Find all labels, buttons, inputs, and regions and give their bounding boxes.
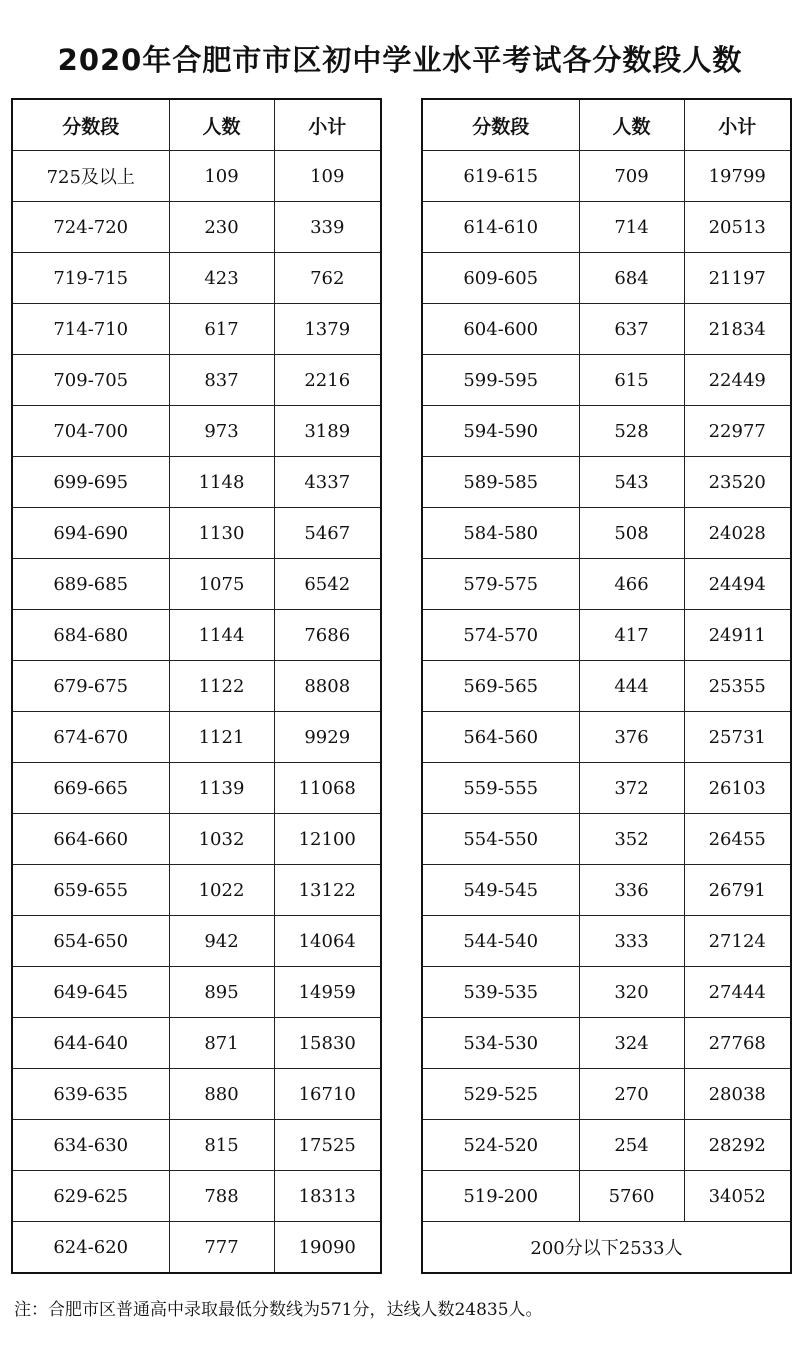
- subtotal-cell: 13122: [274, 865, 381, 916]
- count-cell: 895: [169, 967, 274, 1018]
- count-cell: 508: [579, 508, 684, 559]
- header-score-range: 分数段: [12, 99, 169, 151]
- table-row: [12, 151, 381, 202]
- table-row: [422, 355, 791, 406]
- table-row: [422, 661, 791, 712]
- table-row: [422, 967, 791, 1018]
- subtotal-cell: 1379: [274, 304, 381, 355]
- header-count: 人数: [169, 99, 274, 151]
- subtotal-cell: 26791: [684, 865, 791, 916]
- count-cell: 1022: [169, 865, 274, 916]
- table-row: [422, 406, 791, 457]
- table-row: [422, 763, 791, 814]
- count-cell: 709: [579, 151, 684, 202]
- subtotal-cell: 18313: [274, 1171, 381, 1222]
- table-row: [422, 1069, 791, 1120]
- table-row: [12, 916, 381, 967]
- score-table-right: [421, 98, 792, 1274]
- subtotal-cell: 12100: [274, 814, 381, 865]
- table-row: [12, 253, 381, 304]
- score-range-cell: 524-520: [422, 1120, 579, 1171]
- subtotal-cell: 24494: [684, 559, 791, 610]
- table-row: [12, 304, 381, 355]
- subtotal-cell: 109: [274, 151, 381, 202]
- count-cell: 5760: [579, 1171, 684, 1222]
- table-row: [12, 202, 381, 253]
- table-row: [422, 814, 791, 865]
- table-row: [422, 1018, 791, 1069]
- score-range-cell: 554-550: [422, 814, 579, 865]
- score-range-cell: 614-610: [422, 202, 579, 253]
- score-range-cell: 624-620: [12, 1222, 169, 1274]
- table-header-row: [422, 99, 791, 151]
- count-cell: 788: [169, 1171, 274, 1222]
- table-row: [422, 457, 791, 508]
- score-range-cell: 599-595: [422, 355, 579, 406]
- subtotal-cell: 26103: [684, 763, 791, 814]
- table-row: [422, 1171, 791, 1222]
- count-cell: 336: [579, 865, 684, 916]
- page-title: 2020年合肥市市区初中学业水平考试各分数段人数: [57, 43, 743, 77]
- header-score-range: 分数段: [422, 99, 579, 151]
- below-200-summary: 200分以下2533人: [422, 1222, 791, 1274]
- score-range-cell: 724-720: [12, 202, 169, 253]
- subtotal-cell: 16710: [274, 1069, 381, 1120]
- score-range-cell: 579-575: [422, 559, 579, 610]
- count-cell: 320: [579, 967, 684, 1018]
- score-range-cell: 569-565: [422, 661, 579, 712]
- count-cell: 1148: [169, 457, 274, 508]
- table-row: [422, 508, 791, 559]
- table-row: [12, 1222, 381, 1274]
- count-cell: 777: [169, 1222, 274, 1274]
- score-range-cell: 654-650: [12, 916, 169, 967]
- score-range-cell: 669-665: [12, 763, 169, 814]
- subtotal-cell: 5467: [274, 508, 381, 559]
- subtotal-cell: 28038: [684, 1069, 791, 1120]
- score-range-cell: 674-670: [12, 712, 169, 763]
- table-row: [422, 304, 791, 355]
- header-subtotal: 小计: [274, 99, 381, 151]
- score-range-cell: 519-200: [422, 1171, 579, 1222]
- score-range-cell: 544-540: [422, 916, 579, 967]
- count-cell: 333: [579, 916, 684, 967]
- score-range-cell: 725及以上: [12, 151, 169, 202]
- subtotal-cell: 22977: [684, 406, 791, 457]
- subtotal-cell: 8808: [274, 661, 381, 712]
- table-row: [422, 559, 791, 610]
- subtotal-cell: 20513: [684, 202, 791, 253]
- count-cell: 270: [579, 1069, 684, 1120]
- score-range-cell: 639-635: [12, 1069, 169, 1120]
- score-range-cell: 609-605: [422, 253, 579, 304]
- count-cell: 528: [579, 406, 684, 457]
- table-row: [422, 865, 791, 916]
- subtotal-cell: 14959: [274, 967, 381, 1018]
- score-range-cell: 559-555: [422, 763, 579, 814]
- score-range-cell: 719-715: [12, 253, 169, 304]
- table-row: [12, 661, 381, 712]
- score-range-cell: 604-600: [422, 304, 579, 355]
- subtotal-cell: 11068: [274, 763, 381, 814]
- score-range-cell: 564-560: [422, 712, 579, 763]
- count-cell: 109: [169, 151, 274, 202]
- count-cell: 423: [169, 253, 274, 304]
- score-range-cell: 664-660: [12, 814, 169, 865]
- count-cell: 637: [579, 304, 684, 355]
- header-count: 人数: [579, 99, 684, 151]
- score-range-cell: 594-590: [422, 406, 579, 457]
- subtotal-cell: 27444: [684, 967, 791, 1018]
- count-cell: 871: [169, 1018, 274, 1069]
- count-cell: 417: [579, 610, 684, 661]
- table-row: [12, 457, 381, 508]
- score-range-cell: 644-640: [12, 1018, 169, 1069]
- table-row: [12, 1069, 381, 1120]
- score-range-cell: 584-580: [422, 508, 579, 559]
- score-range-cell: 699-695: [12, 457, 169, 508]
- score-table-left: [11, 98, 382, 1274]
- score-range-cell: 619-615: [422, 151, 579, 202]
- subtotal-cell: 9929: [274, 712, 381, 763]
- score-range-cell: 629-625: [12, 1171, 169, 1222]
- score-range-cell: 714-710: [12, 304, 169, 355]
- table-row: [12, 508, 381, 559]
- table-footer-row: [422, 1222, 791, 1274]
- subtotal-cell: 6542: [274, 559, 381, 610]
- table-row: [12, 814, 381, 865]
- score-range-cell: 679-675: [12, 661, 169, 712]
- count-cell: 1144: [169, 610, 274, 661]
- count-cell: 973: [169, 406, 274, 457]
- table-row: [12, 967, 381, 1018]
- table-row: [12, 865, 381, 916]
- score-range-cell: 634-630: [12, 1120, 169, 1171]
- table-header-row: [12, 99, 381, 151]
- subtotal-cell: 7686: [274, 610, 381, 661]
- score-range-cell: 534-530: [422, 1018, 579, 1069]
- score-range-cell: 589-585: [422, 457, 579, 508]
- header-subtotal: 小计: [684, 99, 791, 151]
- subtotal-cell: 3189: [274, 406, 381, 457]
- count-cell: 1075: [169, 559, 274, 610]
- table-row: [12, 712, 381, 763]
- count-cell: 714: [579, 202, 684, 253]
- count-cell: 615: [579, 355, 684, 406]
- table-row: [12, 559, 381, 610]
- count-cell: 880: [169, 1069, 274, 1120]
- subtotal-cell: 14064: [274, 916, 381, 967]
- score-range-cell: 549-545: [422, 865, 579, 916]
- subtotal-cell: 24028: [684, 508, 791, 559]
- subtotal-cell: 19799: [684, 151, 791, 202]
- table-row: [422, 253, 791, 304]
- count-cell: 837: [169, 355, 274, 406]
- table-row: [422, 151, 791, 202]
- score-range-cell: 689-685: [12, 559, 169, 610]
- subtotal-cell: 24911: [684, 610, 791, 661]
- subtotal-cell: 27768: [684, 1018, 791, 1069]
- subtotal-cell: 25731: [684, 712, 791, 763]
- subtotal-cell: 15830: [274, 1018, 381, 1069]
- subtotal-cell: 26455: [684, 814, 791, 865]
- score-range-cell: 659-655: [12, 865, 169, 916]
- table-row: [12, 763, 381, 814]
- count-cell: 942: [169, 916, 274, 967]
- count-cell: 444: [579, 661, 684, 712]
- table-row: [12, 355, 381, 406]
- score-range-cell: 649-645: [12, 967, 169, 1018]
- table-row: [422, 712, 791, 763]
- count-cell: 1122: [169, 661, 274, 712]
- table-row: [12, 406, 381, 457]
- count-cell: 684: [579, 253, 684, 304]
- subtotal-cell: 762: [274, 253, 381, 304]
- count-cell: 324: [579, 1018, 684, 1069]
- count-cell: 352: [579, 814, 684, 865]
- count-cell: 815: [169, 1120, 274, 1171]
- table-row: [422, 610, 791, 661]
- table-row: [422, 202, 791, 253]
- count-cell: 1032: [169, 814, 274, 865]
- score-range-cell: 694-690: [12, 508, 169, 559]
- score-range-cell: 684-680: [12, 610, 169, 661]
- subtotal-cell: 28292: [684, 1120, 791, 1171]
- subtotal-cell: 19090: [274, 1222, 381, 1274]
- count-cell: 1121: [169, 712, 274, 763]
- table-row: [12, 1120, 381, 1171]
- score-range-cell: 574-570: [422, 610, 579, 661]
- subtotal-cell: 23520: [684, 457, 791, 508]
- subtotal-cell: 4337: [274, 457, 381, 508]
- count-cell: 543: [579, 457, 684, 508]
- subtotal-cell: 17525: [274, 1120, 381, 1171]
- score-range-cell: 529-525: [422, 1069, 579, 1120]
- count-cell: 617: [169, 304, 274, 355]
- count-cell: 1139: [169, 763, 274, 814]
- footnote: 注：合肥市区普通高中录取最低分数线为571分，达线人数24835人。: [14, 1300, 543, 1320]
- subtotal-cell: 2216: [274, 355, 381, 406]
- subtotal-cell: 34052: [684, 1171, 791, 1222]
- subtotal-cell: 21197: [684, 253, 791, 304]
- score-range-cell: 709-705: [12, 355, 169, 406]
- subtotal-cell: 21834: [684, 304, 791, 355]
- count-cell: 254: [579, 1120, 684, 1171]
- table-row: [422, 1120, 791, 1171]
- subtotal-cell: 27124: [684, 916, 791, 967]
- table-row: [12, 1018, 381, 1069]
- subtotal-cell: 25355: [684, 661, 791, 712]
- table-row: [12, 610, 381, 661]
- score-range-cell: 539-535: [422, 967, 579, 1018]
- count-cell: 230: [169, 202, 274, 253]
- subtotal-cell: 339: [274, 202, 381, 253]
- table-row: [12, 1171, 381, 1222]
- count-cell: 372: [579, 763, 684, 814]
- count-cell: 1130: [169, 508, 274, 559]
- count-cell: 376: [579, 712, 684, 763]
- subtotal-cell: 22449: [684, 355, 791, 406]
- score-range-cell: 704-700: [12, 406, 169, 457]
- count-cell: 466: [579, 559, 684, 610]
- table-row: [422, 916, 791, 967]
